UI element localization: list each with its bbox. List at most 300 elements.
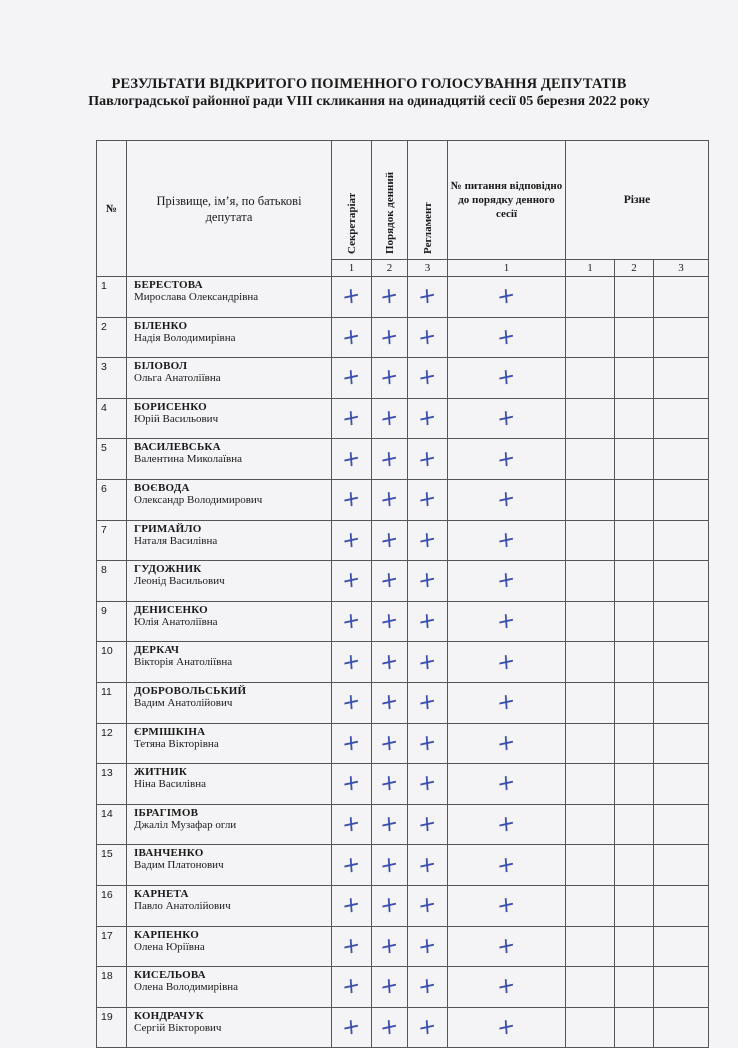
handwritten-plus-mark: + xyxy=(341,525,362,555)
handwritten-plus-mark: + xyxy=(379,566,400,596)
handwritten-plus-mark: + xyxy=(341,688,362,718)
table-row xyxy=(97,439,709,480)
deputy-given-names: Павло Анатолійович xyxy=(134,899,231,912)
table-row xyxy=(97,723,709,764)
table-row xyxy=(97,358,709,399)
handwritten-plus-mark: + xyxy=(379,485,400,515)
empty-vote-cell xyxy=(566,520,615,561)
vote-mark-cell xyxy=(448,601,566,642)
deputy-surname: ВАСИЛЕВСЬКА xyxy=(134,441,221,454)
vote-mark-cell xyxy=(372,885,408,926)
deputy-surname: КАРПЕНКО xyxy=(134,928,199,941)
vote-mark-cell xyxy=(332,926,372,967)
empty-vote-cell xyxy=(566,317,615,358)
row-number: 19 xyxy=(97,1007,127,1048)
vote-mark-cell xyxy=(408,926,448,967)
row-number: 4 xyxy=(97,398,127,439)
handwritten-plus-mark: + xyxy=(417,363,438,393)
deputy-given-names: Олена Юріївна xyxy=(134,940,205,953)
vote-mark-cell xyxy=(372,561,408,602)
vote-mark-cell xyxy=(408,885,448,926)
vote-mark-cell xyxy=(408,520,448,561)
vote-mark-cell xyxy=(372,277,408,318)
deputy-name-cell xyxy=(127,520,332,561)
handwritten-plus-mark: + xyxy=(341,282,362,312)
handwritten-plus-mark: + xyxy=(417,810,438,840)
empty-vote-cell xyxy=(654,682,709,723)
row-number: 2 xyxy=(97,317,127,358)
vote-mark-cell xyxy=(372,764,408,805)
handwritten-plus-mark: + xyxy=(341,891,362,921)
deputy-given-names: Мирослава Олександрівна xyxy=(134,291,259,303)
empty-vote-cell xyxy=(615,804,654,845)
vote-mark-cell xyxy=(448,885,566,926)
row-number: 9 xyxy=(97,601,127,642)
handwritten-plus-mark: + xyxy=(341,728,362,758)
deputy-surname: КИСЕЛЬОВА xyxy=(134,969,206,982)
empty-vote-cell xyxy=(615,479,654,520)
deputy-surname: БЕРЕСТОВА xyxy=(134,279,203,291)
table-row xyxy=(97,764,709,805)
vote-mark-cell xyxy=(332,845,372,886)
vote-mark-cell xyxy=(372,845,408,886)
handwritten-plus-mark: + xyxy=(496,1012,517,1042)
handwritten-plus-mark: + xyxy=(417,485,438,515)
deputy-surname: ІВАНЧЕНКО xyxy=(134,847,204,860)
column-header-secretariat-cell xyxy=(332,141,372,260)
row-number: 6 xyxy=(97,479,127,520)
empty-vote-cell xyxy=(615,723,654,764)
deputy-given-names: Валентина Миколаївна xyxy=(134,453,242,466)
empty-vote-cell xyxy=(566,926,615,967)
table-row xyxy=(97,804,709,845)
vote-mark-cell xyxy=(408,967,448,1008)
empty-vote-cell xyxy=(566,682,615,723)
vote-mark-cell xyxy=(372,520,408,561)
column-header-regulation-cell xyxy=(408,141,448,260)
handwritten-plus-mark: + xyxy=(341,810,362,840)
vote-mark-cell xyxy=(372,358,408,399)
row-number: 1 xyxy=(97,277,127,318)
empty-vote-cell xyxy=(566,723,615,764)
vote-mark-cell xyxy=(332,479,372,520)
vote-mark-cell xyxy=(408,317,448,358)
deputy-given-names: Юрій Васильович xyxy=(134,412,219,425)
vote-mark-cell xyxy=(332,682,372,723)
vote-mark-cell xyxy=(448,845,566,886)
vote-mark-cell xyxy=(408,845,448,886)
handwritten-plus-mark: + xyxy=(417,891,438,921)
empty-vote-cell xyxy=(654,358,709,399)
vote-mark-cell xyxy=(408,601,448,642)
vote-mark-cell xyxy=(448,804,566,845)
subheader-cell: 3 xyxy=(408,260,448,277)
vote-mark-cell xyxy=(332,398,372,439)
vote-mark-cell xyxy=(448,561,566,602)
empty-vote-cell xyxy=(654,967,709,1008)
deputy-surname: ДЕНИСЕНКО xyxy=(134,603,208,616)
empty-vote-cell xyxy=(615,764,654,805)
column-header-secretariat: Секретаріат xyxy=(345,192,358,254)
empty-vote-cell xyxy=(566,967,615,1008)
deputy-given-names: Вадим Анатолійович xyxy=(134,696,233,709)
handwritten-plus-mark: + xyxy=(417,282,438,312)
handwritten-plus-mark: + xyxy=(379,607,400,637)
handwritten-plus-mark: + xyxy=(379,444,400,474)
voting-table xyxy=(96,140,709,1048)
deputy-surname: БІЛЕНКО xyxy=(134,319,188,332)
subheader-cell: 2 xyxy=(372,260,408,277)
vote-mark-cell xyxy=(372,439,408,480)
column-header-agenda-order-cell xyxy=(372,141,408,260)
handwritten-plus-mark: + xyxy=(379,891,400,921)
deputy-given-names: Олена Володимирівна xyxy=(134,981,239,994)
vote-mark-cell xyxy=(408,561,448,602)
vote-mark-cell xyxy=(332,885,372,926)
empty-vote-cell xyxy=(654,804,709,845)
deputy-name-cell xyxy=(127,885,332,926)
deputy-surname: ЖИТНИК xyxy=(134,766,188,779)
handwritten-plus-mark: + xyxy=(341,972,362,1002)
row-number: 10 xyxy=(97,642,127,683)
table-body xyxy=(97,277,709,1048)
subheader-cell: 2 xyxy=(615,260,654,277)
handwritten-plus-mark: + xyxy=(341,1012,362,1042)
deputy-given-names: Надія Володимирівна xyxy=(134,331,236,344)
deputy-surname: ГРИМАЙЛО xyxy=(134,522,202,535)
deputy-name-cell xyxy=(127,723,332,764)
handwritten-plus-mark: + xyxy=(417,931,438,961)
handwritten-plus-mark: + xyxy=(379,363,400,393)
deputy-given-names: Тетяна Вікторівна xyxy=(134,737,219,750)
header-row xyxy=(97,141,709,260)
vote-mark-cell xyxy=(372,804,408,845)
handwritten-plus-mark: + xyxy=(379,282,400,312)
vote-mark-cell xyxy=(332,439,372,480)
empty-vote-cell xyxy=(654,723,709,764)
empty-vote-cell xyxy=(566,642,615,683)
column-header-misc: Різне xyxy=(566,141,709,260)
vote-mark-cell xyxy=(372,926,408,967)
vote-mark-cell xyxy=(408,764,448,805)
deputy-given-names: Вікторія Анатоліївна xyxy=(134,656,233,669)
handwritten-plus-mark: + xyxy=(496,566,517,596)
vote-mark-cell xyxy=(448,926,566,967)
handwritten-plus-mark: + xyxy=(341,444,362,474)
empty-vote-cell xyxy=(566,479,615,520)
vote-mark-cell xyxy=(372,317,408,358)
empty-vote-cell xyxy=(654,764,709,805)
deputy-given-names: Юлія Анатоліївна xyxy=(134,615,218,628)
empty-vote-cell xyxy=(615,520,654,561)
vote-mark-cell xyxy=(408,479,448,520)
empty-vote-cell xyxy=(654,317,709,358)
handwritten-plus-mark: + xyxy=(379,769,400,799)
vote-mark-cell xyxy=(332,642,372,683)
table-row xyxy=(97,967,709,1008)
empty-vote-cell xyxy=(615,277,654,318)
handwritten-plus-mark: + xyxy=(379,525,400,555)
vote-mark-cell xyxy=(448,317,566,358)
table-row xyxy=(97,845,709,886)
row-number: 14 xyxy=(97,804,127,845)
deputy-surname: БОРИСЕНКО xyxy=(134,400,207,413)
vote-mark-cell xyxy=(448,277,566,318)
vote-mark-cell xyxy=(408,723,448,764)
handwritten-plus-mark: + xyxy=(417,525,438,555)
vote-mark-cell xyxy=(372,682,408,723)
vote-mark-cell xyxy=(408,439,448,480)
deputy-surname: КОНДРАЧУК xyxy=(134,1009,204,1022)
vote-mark-cell xyxy=(448,479,566,520)
handwritten-plus-mark: + xyxy=(496,769,517,799)
column-header-agenda-order: Порядок денний xyxy=(383,171,396,254)
empty-vote-cell xyxy=(615,358,654,399)
handwritten-plus-mark: + xyxy=(496,444,517,474)
column-header-number: № xyxy=(97,141,127,277)
table-row xyxy=(97,682,709,723)
empty-vote-cell xyxy=(566,804,615,845)
vote-mark-cell xyxy=(448,967,566,1008)
vote-mark-cell xyxy=(372,398,408,439)
handwritten-plus-mark: + xyxy=(496,647,517,677)
title-line-2: Павлоградської районної ради VIII скликання на одинадцятій сесії 05 березня 2022 року xyxy=(88,94,650,109)
vote-mark-cell xyxy=(332,723,372,764)
deputy-surname: ВОЄВОДА xyxy=(134,481,190,494)
deputy-name-cell xyxy=(127,317,332,358)
deputy-given-names: Вадим Платонович xyxy=(134,859,224,872)
vote-mark-cell xyxy=(332,967,372,1008)
title-line-1: РЕЗУЛЬТАТИ ВІДКРИТОГО ПОІМЕННОГО ГОЛОСУВАННЯ ДЕПУТАТІВ xyxy=(111,76,627,92)
row-number: 16 xyxy=(97,885,127,926)
handwritten-plus-mark: + xyxy=(379,647,400,677)
subheader-cell: 1 xyxy=(566,260,615,277)
row-number: 11 xyxy=(97,682,127,723)
deputy-given-names: Ольга Анатоліївна xyxy=(134,372,221,385)
handwritten-plus-mark: + xyxy=(417,769,438,799)
handwritten-plus-mark: + xyxy=(496,322,517,352)
row-number: 3 xyxy=(97,358,127,399)
empty-vote-cell xyxy=(654,845,709,886)
deputy-name-cell xyxy=(127,926,332,967)
empty-vote-cell xyxy=(654,439,709,480)
deputy-name-cell xyxy=(127,479,332,520)
handwritten-plus-mark: + xyxy=(417,728,438,758)
deputy-surname: ДЕРКАЧ xyxy=(134,644,180,657)
vote-mark-cell xyxy=(448,1007,566,1048)
handwritten-plus-mark: + xyxy=(496,972,517,1002)
vote-mark-cell xyxy=(408,804,448,845)
empty-vote-cell xyxy=(654,520,709,561)
deputy-name-cell xyxy=(127,804,332,845)
vote-mark-cell xyxy=(372,1007,408,1048)
empty-vote-cell xyxy=(654,1007,709,1048)
handwritten-plus-mark: + xyxy=(379,850,400,880)
empty-vote-cell xyxy=(615,885,654,926)
empty-vote-cell xyxy=(615,317,654,358)
vote-mark-cell xyxy=(448,764,566,805)
deputy-name-cell xyxy=(127,1007,332,1048)
row-number: 18 xyxy=(97,967,127,1008)
vote-mark-cell xyxy=(448,358,566,399)
empty-vote-cell xyxy=(566,1007,615,1048)
deputy-name-cell xyxy=(127,682,332,723)
handwritten-plus-mark: + xyxy=(417,972,438,1002)
deputy-name-cell xyxy=(127,642,332,683)
handwritten-plus-mark: + xyxy=(417,1012,438,1042)
deputy-name-cell xyxy=(127,277,332,318)
handwritten-plus-mark: + xyxy=(417,688,438,718)
table-row xyxy=(97,398,709,439)
empty-vote-cell xyxy=(566,398,615,439)
deputy-given-names: Наталя Василівна xyxy=(134,534,218,547)
handwritten-plus-mark: + xyxy=(341,485,362,515)
handwritten-plus-mark: + xyxy=(417,566,438,596)
column-header-agenda-item: № питання відповідно до порядку денного сесії xyxy=(448,141,566,260)
handwritten-plus-mark: + xyxy=(379,688,400,718)
empty-vote-cell xyxy=(566,439,615,480)
vote-mark-cell xyxy=(372,601,408,642)
vote-mark-cell xyxy=(332,317,372,358)
empty-vote-cell xyxy=(615,967,654,1008)
table-row xyxy=(97,277,709,318)
column-header-regulation: Регламент xyxy=(421,202,434,254)
handwritten-plus-mark: + xyxy=(496,728,517,758)
vote-mark-cell xyxy=(332,520,372,561)
handwritten-plus-mark: + xyxy=(341,322,362,352)
table-row xyxy=(97,1007,709,1048)
empty-vote-cell xyxy=(615,601,654,642)
handwritten-plus-mark: + xyxy=(341,363,362,393)
handwritten-plus-mark: + xyxy=(379,322,400,352)
vote-mark-cell xyxy=(332,764,372,805)
handwritten-plus-mark: + xyxy=(496,850,517,880)
deputy-surname: ЄРМІШКІНА xyxy=(134,725,206,738)
deputy-given-names: Олександр Володимирович xyxy=(134,493,263,506)
deputy-surname: ІБРАГІМОВ xyxy=(134,806,199,819)
subheader-cell: 1 xyxy=(448,260,566,277)
empty-vote-cell xyxy=(654,885,709,926)
empty-vote-cell xyxy=(654,601,709,642)
deputy-name-cell xyxy=(127,601,332,642)
table-row xyxy=(97,561,709,602)
empty-vote-cell xyxy=(566,764,615,805)
handwritten-plus-mark: + xyxy=(341,931,362,961)
handwritten-plus-mark: + xyxy=(417,850,438,880)
table-row xyxy=(97,642,709,683)
row-number: 5 xyxy=(97,439,127,480)
vote-mark-cell xyxy=(408,358,448,399)
handwritten-plus-mark: + xyxy=(379,931,400,961)
table-row xyxy=(97,926,709,967)
vote-mark-cell xyxy=(332,561,372,602)
vote-mark-cell xyxy=(372,967,408,1008)
empty-vote-cell xyxy=(615,439,654,480)
handwritten-plus-mark: + xyxy=(341,769,362,799)
subheader-cell: 3 xyxy=(654,260,709,277)
deputy-name-cell xyxy=(127,967,332,1008)
column-header-name: Прізвище, ім’я, по батькові депутата xyxy=(127,141,332,277)
vote-mark-cell xyxy=(448,682,566,723)
empty-vote-cell xyxy=(654,277,709,318)
handwritten-plus-mark: + xyxy=(417,444,438,474)
deputy-name-cell xyxy=(127,845,332,886)
handwritten-plus-mark: + xyxy=(379,810,400,840)
handwritten-plus-mark: + xyxy=(379,404,400,434)
handwritten-plus-mark: + xyxy=(417,404,438,434)
deputy-given-names: Леонід Васильович xyxy=(134,575,225,588)
subheader-cell: 1 xyxy=(332,260,372,277)
empty-vote-cell xyxy=(566,601,615,642)
empty-vote-cell xyxy=(654,479,709,520)
empty-vote-cell xyxy=(566,358,615,399)
vote-mark-cell xyxy=(448,723,566,764)
handwritten-plus-mark: + xyxy=(496,282,517,312)
handwritten-plus-mark: + xyxy=(496,810,517,840)
handwritten-plus-mark: + xyxy=(496,931,517,961)
vote-mark-cell xyxy=(332,601,372,642)
row-number: 7 xyxy=(97,520,127,561)
vote-mark-cell xyxy=(448,398,566,439)
vote-mark-cell xyxy=(448,642,566,683)
vote-mark-cell xyxy=(332,1007,372,1048)
handwritten-plus-mark: + xyxy=(496,525,517,555)
vote-mark-cell xyxy=(408,682,448,723)
deputy-surname: КАРНЕТА xyxy=(134,887,189,900)
handwritten-plus-mark: + xyxy=(496,688,517,718)
deputy-surname: ДОБРОВОЛЬСЬКИЙ xyxy=(134,684,247,697)
handwritten-plus-mark: + xyxy=(341,850,362,880)
handwritten-plus-mark: + xyxy=(496,363,517,393)
empty-vote-cell xyxy=(654,561,709,602)
empty-vote-cell xyxy=(566,845,615,886)
vote-mark-cell xyxy=(408,277,448,318)
row-number: 13 xyxy=(97,764,127,805)
table-row xyxy=(97,317,709,358)
empty-vote-cell xyxy=(615,561,654,602)
handwritten-plus-mark: + xyxy=(379,1012,400,1042)
deputy-name-cell xyxy=(127,398,332,439)
deputy-given-names: Сергій Вікторович xyxy=(134,1021,222,1034)
row-number: 17 xyxy=(97,926,127,967)
empty-vote-cell xyxy=(654,926,709,967)
handwritten-plus-mark: + xyxy=(496,485,517,515)
vote-mark-cell xyxy=(372,642,408,683)
row-number: 15 xyxy=(97,845,127,886)
vote-mark-cell xyxy=(332,804,372,845)
vote-mark-cell xyxy=(448,520,566,561)
deputy-surname: БІЛОВОЛ xyxy=(134,360,188,373)
empty-vote-cell xyxy=(566,885,615,926)
empty-vote-cell xyxy=(615,682,654,723)
vote-mark-cell xyxy=(408,1007,448,1048)
document-title xyxy=(0,76,738,110)
table-row xyxy=(97,885,709,926)
row-number: 8 xyxy=(97,561,127,602)
deputy-given-names: Ніна Василівна xyxy=(134,778,207,791)
table-row xyxy=(97,520,709,561)
empty-vote-cell xyxy=(615,398,654,439)
deputy-name-cell xyxy=(127,358,332,399)
vote-mark-cell xyxy=(332,358,372,399)
vote-mark-cell xyxy=(448,439,566,480)
handwritten-plus-mark: + xyxy=(496,607,517,637)
row-number: 12 xyxy=(97,723,127,764)
deputy-name-cell xyxy=(127,561,332,602)
empty-vote-cell xyxy=(615,642,654,683)
vote-mark-cell xyxy=(408,642,448,683)
handwritten-plus-mark: + xyxy=(379,728,400,758)
